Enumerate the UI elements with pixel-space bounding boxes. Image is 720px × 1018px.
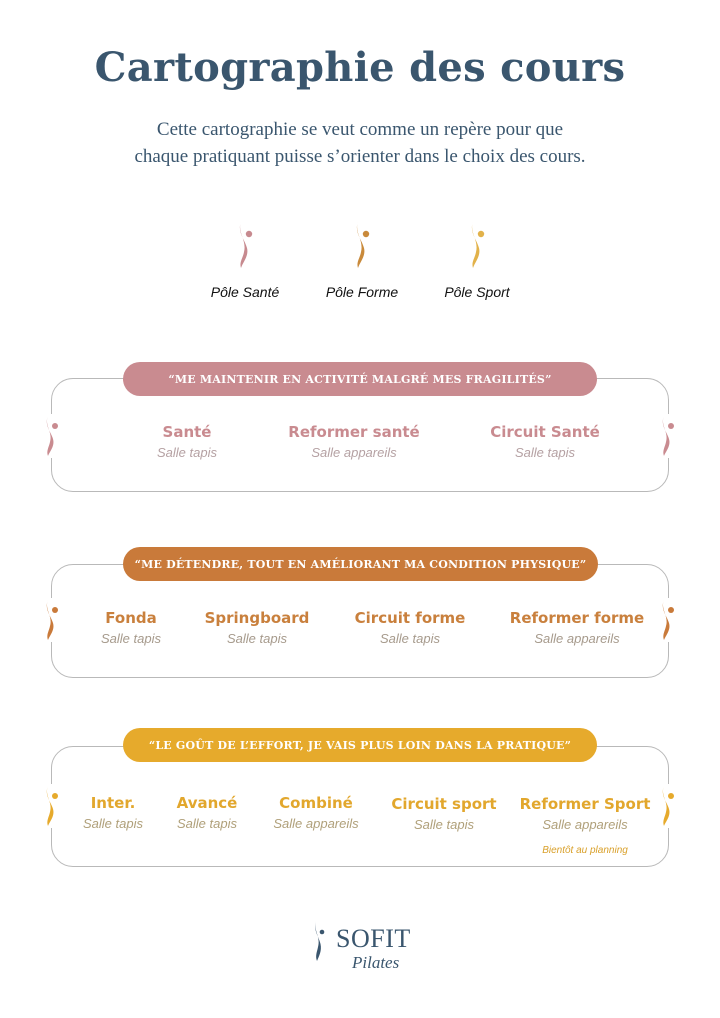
legend-label-forme: Pôle Forme bbox=[325, 284, 399, 300]
sofit-pilates-logo bbox=[310, 920, 430, 976]
pole-sante-figure-icon bbox=[235, 220, 255, 270]
course-name: Reformer Sport bbox=[519, 795, 651, 813]
course-room: Salle tapis bbox=[515, 445, 575, 460]
course-name: Fonda bbox=[105, 609, 157, 627]
course-name: Inter. bbox=[90, 794, 136, 812]
pole-sante-right-figure-icon bbox=[658, 414, 678, 458]
course-name: Santé bbox=[162, 423, 212, 441]
pole-sport-figure-icon bbox=[467, 220, 487, 270]
course-room: Salle tapis bbox=[177, 816, 237, 831]
course-room: Salle tapis bbox=[157, 445, 217, 460]
course-room: Salle appareils bbox=[542, 817, 628, 832]
course-reformer-forme bbox=[510, 609, 644, 646]
course-room: Salle appareils bbox=[311, 445, 397, 460]
pole-forme-banner: “ME DÉTENDRE, TOUT EN AMÉLIORANT MA CONDITION PHYSIQUE” bbox=[123, 547, 598, 581]
course-name: Combiné bbox=[279, 794, 353, 812]
course-name: Circuit Santé bbox=[490, 423, 600, 441]
legend-label-sport: Pôle Sport bbox=[444, 284, 510, 300]
pole-forme-section bbox=[0, 547, 720, 682]
course-name: Reformer santé bbox=[288, 423, 420, 441]
course-reformer-sante bbox=[288, 423, 419, 460]
brand-name: SOFIT bbox=[336, 924, 411, 953]
legend-item-sport bbox=[417, 220, 537, 300]
course-springboard bbox=[205, 609, 310, 646]
course-circuit-forme bbox=[355, 609, 466, 646]
pole-forme-left-figure-icon bbox=[42, 598, 62, 642]
course-name: Circuit forme bbox=[354, 609, 466, 627]
pole-sport-section bbox=[0, 728, 720, 873]
course-avance bbox=[177, 794, 238, 831]
brand-subtitle: Pilates bbox=[352, 953, 400, 972]
course-room: Salle tapis bbox=[83, 816, 143, 831]
course-name: Springboard bbox=[204, 609, 310, 627]
subtitle-line-2: chaque pratiquant puisse s’orienter dans le choix des cours. bbox=[134, 146, 586, 167]
legend-item-sante bbox=[185, 220, 305, 300]
course-room: Salle tapis bbox=[414, 817, 474, 832]
sofit-figure-icon bbox=[312, 920, 326, 962]
course-combine bbox=[273, 794, 358, 831]
legend-item-forme bbox=[302, 220, 422, 300]
course-room: Salle tapis bbox=[101, 631, 161, 646]
course-reformer-sport bbox=[520, 795, 651, 832]
course-name: Reformer forme bbox=[509, 609, 645, 627]
page-subtitle bbox=[80, 116, 640, 170]
course-room: Salle tapis bbox=[380, 631, 440, 646]
page-title: Cartographie des cours bbox=[94, 44, 626, 91]
course-circuit-sport bbox=[391, 795, 496, 832]
subtitle-line-1: Cette cartographie se veut comme un repère pour que bbox=[156, 119, 564, 140]
course-inter bbox=[83, 794, 143, 831]
pole-sante-left-figure-icon bbox=[42, 414, 62, 458]
pole-sante-banner: “ME MAINTENIR EN ACTIVITÉ MALGRÉ MES FRAGILITÉS” bbox=[123, 362, 597, 396]
course-room: Salle tapis bbox=[227, 631, 287, 646]
pole-forme-figure-icon bbox=[352, 220, 372, 270]
pole-sport-right-figure-icon bbox=[658, 784, 678, 828]
course-room: Salle appareils bbox=[273, 816, 359, 831]
course-room: Salle appareils bbox=[534, 631, 620, 646]
legend-label-sante: Pôle Santé bbox=[210, 284, 280, 300]
pole-sante-section bbox=[0, 362, 720, 497]
course-name: Avancé bbox=[176, 794, 238, 812]
course-fonda bbox=[101, 609, 161, 646]
course-sante bbox=[157, 423, 217, 460]
coming-soon-note: Bientôt au planning bbox=[542, 845, 628, 856]
course-name: Circuit sport bbox=[391, 795, 497, 813]
pole-forme-right-figure-icon bbox=[658, 598, 678, 642]
pole-sport-banner: “LE GOÛT DE L’EFFORT, JE VAIS PLUS LOIN DANS LA PRATIQUE” bbox=[123, 728, 597, 762]
course-circuit-sante bbox=[490, 423, 600, 460]
pole-sport-left-figure-icon bbox=[42, 784, 62, 828]
